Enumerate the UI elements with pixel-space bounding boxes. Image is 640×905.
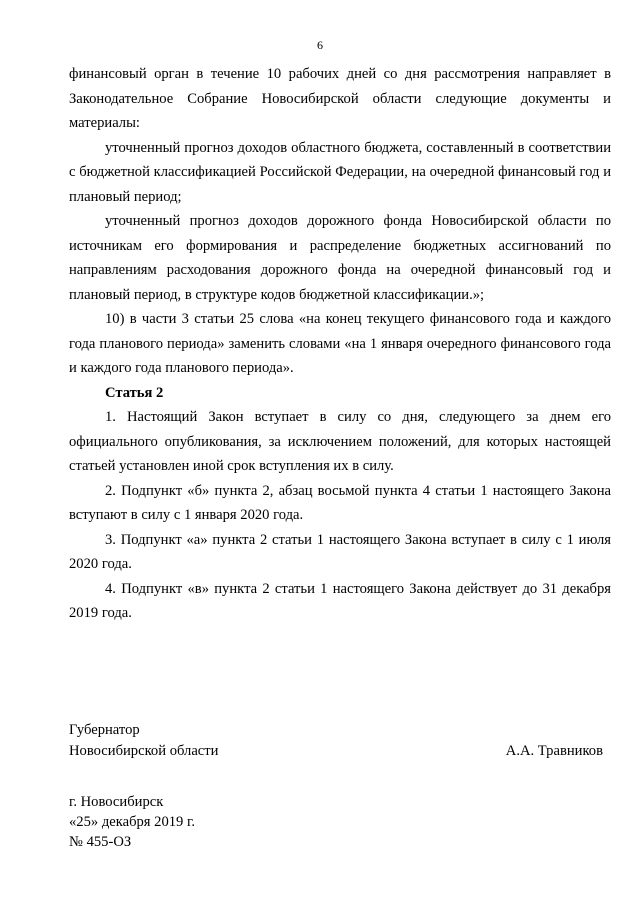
signature-block <box>69 720 603 762</box>
law-number: № 455-ОЗ <box>69 834 132 850</box>
article-item-3: 3. Подпункт «а» пункта 2 статьи 1 настоящего Закона вступает в силу с 1 июля 2020 года. <box>69 531 611 572</box>
closing-city: г. Новосибирск <box>69 794 164 810</box>
paragraph-item-10: 10) в части 3 статьи 25 слова «на конец текущего финансового года и каждого года планового периода» заменить словами «на 1 января очередного финансового года и каждого года планового периода». <box>69 311 611 376</box>
document-body <box>69 62 611 626</box>
closing-date: «25» декабря 2019 г. <box>69 814 195 830</box>
signatory-title-line2: Новосибирской области <box>69 743 219 759</box>
paragraph-budget-forecast: уточненный прогноз доходов областного бюджета, составленный в соответствии с бюджетной классификацией Российской Федерации, на очередной финансовый год и плановый период; <box>69 139 611 205</box>
article-heading: Статья 2 <box>105 384 164 401</box>
page-number: 6 <box>317 38 323 52</box>
article-item-2: 2. Подпункт «б» пункта 2, абзац восьмой пункта 4 статьи 1 настоящего Закона вступают в силу с 1 января 2020 года. <box>69 482 611 523</box>
closing-block <box>69 792 195 852</box>
signature-row <box>69 741 603 762</box>
signatory-name: А.А. Травников <box>505 743 603 759</box>
article-item-4: 4. Подпункт «в» пункта 2 статьи 1 настоящего Закона действует до 31 декабря 2019 года. <box>69 580 611 621</box>
article-item-1: 1. Настоящий Закон вступает в силу со дня, следующего за днем его официального опубликования, за исключением положений, для которых настоящей статьей установлен иной срок вступления их в силу. <box>69 409 611 474</box>
signatory-title-line1: Губернатор <box>69 722 140 738</box>
paragraph-continuation: финансовый орган в течение 10 рабочих дней со дня рассмотрения направляет в Законодательное Собрание Новосибирской области следующие документы и материалы: <box>69 66 611 131</box>
paragraph-road-fund-forecast: уточненный прогноз доходов дорожного фонда Новосибирской области по источникам его формирования и распределение бюджетных ассигнований по направлениям расходования дорожного фонда на очередной финансовый год и плановый период, в структуре кодов бюджетной классификации.»; <box>69 213 611 303</box>
